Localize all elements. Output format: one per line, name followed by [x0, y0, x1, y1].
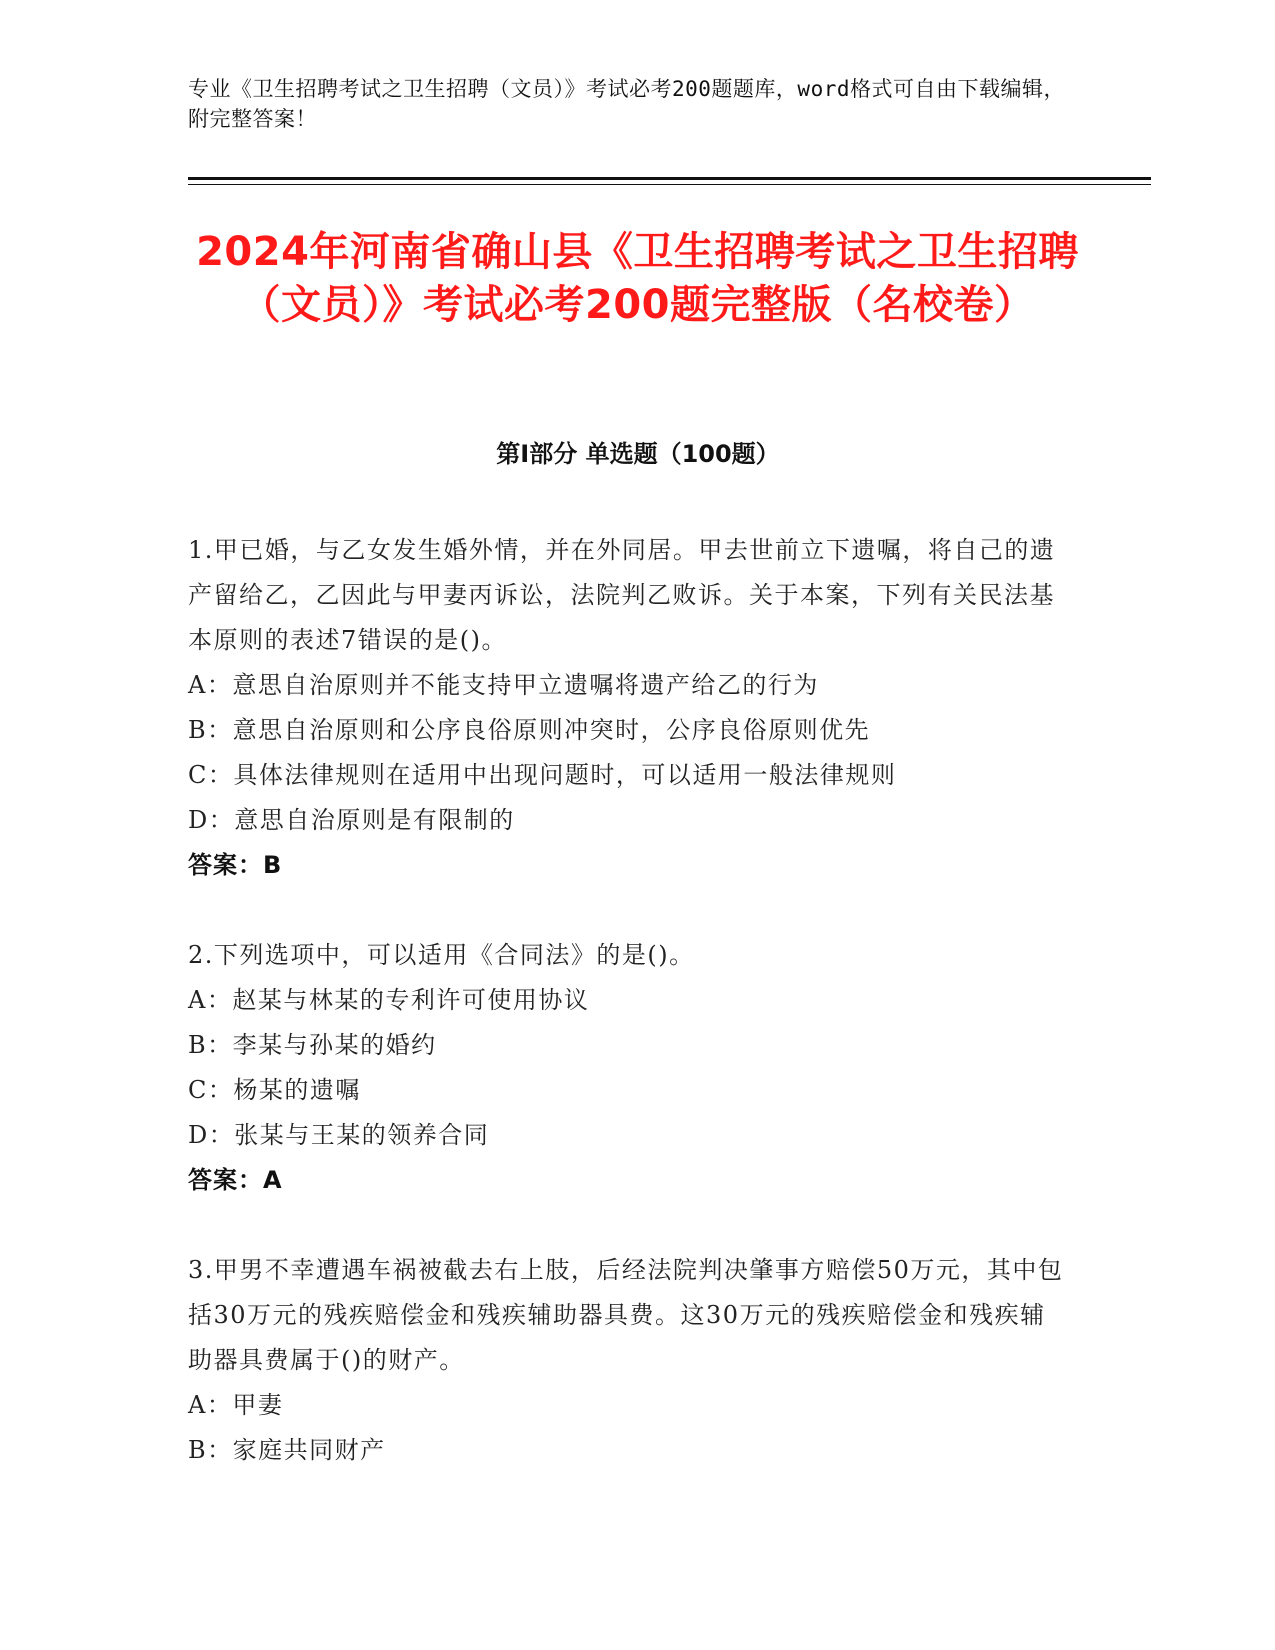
option-b: B：意思自治原则和公序良俗原则冲突时，公序良俗原则优先: [188, 716, 871, 744]
question-stem: 1.甲已婚，与乙女发生婚外情，并在外同居。甲去世前立下遗嘱，将自己的遗产留给乙，乙因此与甲妻丙诉讼，法院判乙败诉。关于本案，下列有关民法基本原则的表述7错误的是()。: [188, 536, 1056, 654]
document-title: 2024年河南省确山县《卫生招聘考试之卫生招聘（文员）》考试必考200题完整版（名校卷）: [196, 229, 1079, 328]
option-a: A：甲妻: [188, 1391, 284, 1419]
header-divider-thick: [188, 177, 1151, 180]
question-3: [188, 1248, 1068, 1473]
option-d: D：意思自治原则是有限制的: [188, 806, 515, 834]
question-list: [188, 528, 1068, 1518]
option-d: D：张某与王某的领养合同: [188, 1121, 490, 1149]
option-a: A：意思自治原则并不能支持甲立遗嘱将遗产给乙的行为: [188, 671, 819, 699]
answer: 答案：B: [188, 851, 283, 879]
answer: 答案：A: [188, 1166, 283, 1194]
option-a: A：赵某与林某的专利许可使用协议: [188, 986, 590, 1014]
option-c: C：具体法律规则在适用中出现问题时，可以适用一般法律规则: [188, 761, 897, 789]
option-b: B：家庭共同财产: [188, 1436, 386, 1464]
question-stem: 2.下列选项中，可以适用《合同法》的是()。: [188, 941, 695, 969]
question-1: [188, 528, 1068, 888]
section-title: 第I部分 单选题（100题）: [496, 440, 780, 468]
question-2: [188, 933, 1068, 1203]
option-b: B：李某与孙某的婚约: [188, 1031, 437, 1059]
header-note: 专业《卫生招聘考试之卫生招聘（文员）》考试必考200题题库，word格式可自由下载编辑，附完整答案！: [188, 77, 1065, 131]
header-divider-thin: [188, 184, 1151, 185]
question-stem: 3.甲男不幸遭遇车祸被截去右上肢，后经法院判决肇事方赔偿50万元，其中包括30万元的残疾赔偿金和残疾辅助器具费。这30万元的残疾赔偿金和残疾辅助器具费属于()的财产。: [188, 1256, 1064, 1374]
option-c: C：杨某的遗嘱: [188, 1076, 361, 1104]
